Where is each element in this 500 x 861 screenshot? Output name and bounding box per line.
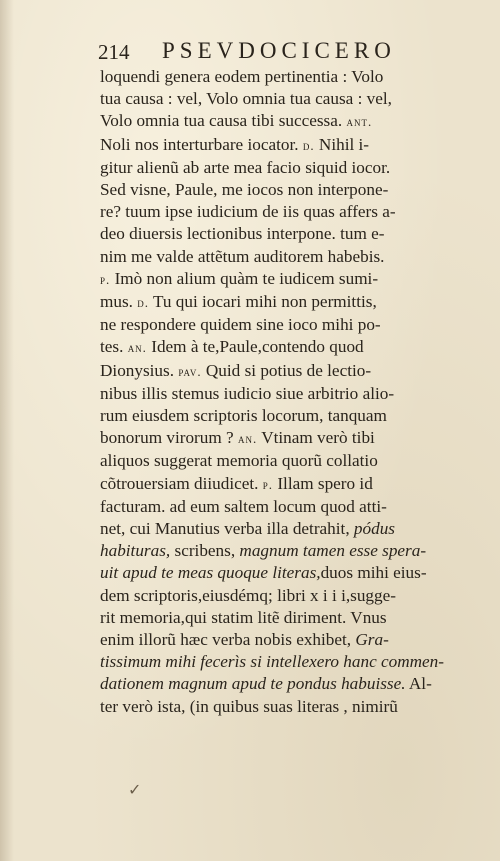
line-text: Tu qui iocari mihi non permittis, xyxy=(149,292,377,312)
line-text: Noli nos interturbare iocator. xyxy=(100,134,303,154)
line-text: net, cui Manutius verba illa detrahit, xyxy=(100,519,354,539)
speaker-abbrev: d. xyxy=(302,137,315,153)
text-line xyxy=(100,696,462,718)
text-line xyxy=(100,427,462,450)
line-text: rum eiusdem scriptoris locorum, tanquam xyxy=(100,406,387,426)
quotation-text: uit apud te meas quoque literas, xyxy=(100,563,321,583)
text-line xyxy=(100,314,462,336)
speaker-abbrev: an. xyxy=(237,431,258,447)
line-text: Quid si potius de lectio- xyxy=(201,360,372,380)
quotation-text: tissimum mihi fecerìs si intellexero hanc commen- xyxy=(100,652,444,672)
line-text: Idem à te,Paule,contendo quod xyxy=(146,337,364,357)
page-gutter-shadow xyxy=(0,0,14,861)
running-title: PSEVDOCICERO xyxy=(162,38,396,63)
text-line xyxy=(100,223,462,245)
line-text: aliquos suggerat memoria quorũ collatio xyxy=(100,451,378,471)
line-text: loquendi genera eodem pertinentia : Volo xyxy=(100,67,384,86)
body-text xyxy=(100,66,462,718)
text-line xyxy=(100,201,462,223)
line-text: bonorum virorum ? xyxy=(100,428,238,448)
line-text: dem scriptoris,eiusdémq; libri x i i i,sugge- xyxy=(100,585,396,605)
text-line xyxy=(100,673,462,695)
line-text: cõtrouersiam diiudicet. xyxy=(100,473,263,493)
line-text: Al- xyxy=(405,674,432,694)
text-line xyxy=(100,585,462,607)
speaker-abbrev: ant. xyxy=(346,114,373,130)
text-line xyxy=(100,562,462,584)
line-text: Dionysius. xyxy=(100,360,179,380)
margin-mark: ✓ xyxy=(128,782,142,799)
line-text: enim illorũ hæc verba nobis exhibet, xyxy=(100,630,356,650)
text-line xyxy=(100,473,462,496)
text-line xyxy=(100,110,462,133)
line-text: nim me valde attẽtum auditorem habebis. xyxy=(100,246,385,266)
line-text: re? tuum ipse iudicium de iis quas affers a- xyxy=(100,202,396,222)
text-line xyxy=(100,88,462,110)
line-text: Illam spero id xyxy=(273,473,373,493)
page-number: 214 xyxy=(98,40,130,64)
line-text: tes. xyxy=(100,337,128,357)
line-text: Nihil i- xyxy=(314,134,370,154)
speaker-abbrev: pav. xyxy=(178,363,202,379)
text-line xyxy=(100,450,462,472)
text-line xyxy=(100,629,462,651)
line-text: Sed visne, Paule, me iocos non interpone- xyxy=(100,180,389,200)
line-text: mus. xyxy=(100,292,138,312)
line-text: duos mihi eius- xyxy=(320,563,427,583)
text-line xyxy=(100,405,462,427)
line-text: rit memoria,qui statim litẽ diriment. Vnus xyxy=(100,607,387,627)
quotation-text: Gra- xyxy=(355,630,389,650)
text-line xyxy=(100,134,462,157)
text-line xyxy=(100,179,462,201)
quotation-text: habituras, xyxy=(100,541,171,561)
line-text: facturam. ad eum saltem locum quod atti- xyxy=(100,496,387,516)
speaker-abbrev: p. xyxy=(100,271,111,287)
text-line xyxy=(100,360,462,383)
line-text: scribens, xyxy=(170,541,240,561)
quotation-text: dationem magnum apud te pondus habuisse. xyxy=(100,674,406,694)
line-text: gitur alienũ ab arte mea facio siquid iocor. xyxy=(100,157,391,177)
speaker-abbrev: p. xyxy=(262,476,274,492)
text-line xyxy=(100,383,462,405)
text-line xyxy=(100,518,462,540)
quotation-text: magnum tamen esse spera- xyxy=(239,541,427,561)
line-text: Vtinam verò tibi xyxy=(257,428,375,448)
text-line xyxy=(100,66,462,88)
line-text: ter verò ista, (in quibus suas literas , nimirũ xyxy=(100,696,398,716)
line-text: nibus illis stemus iudicio siue arbitrio alio- xyxy=(100,383,395,403)
text-line xyxy=(100,291,462,314)
text-line xyxy=(100,540,462,562)
text-line xyxy=(100,246,462,268)
line-text: tua causa : vel, Volo omnia tua causa : vel, xyxy=(100,89,392,109)
line-text: Volo omnia tua causa tibi successa. xyxy=(100,111,347,131)
text-line xyxy=(100,157,462,179)
text-line xyxy=(100,607,462,629)
line-text: ne respondere quidem sine ioco mihi po- xyxy=(100,315,381,335)
text-line xyxy=(100,268,462,291)
text-line xyxy=(100,651,462,673)
quotation-text: pódus xyxy=(353,519,395,539)
line-text: deo diuersis lectionibus interpone. tum e- xyxy=(100,224,385,244)
speaker-abbrev: an. xyxy=(127,340,147,356)
line-text: Imò non alium quàm te iudicem sumi- xyxy=(110,268,379,288)
text-line xyxy=(100,336,462,359)
text-line xyxy=(100,496,462,518)
speaker-abbrev: d. xyxy=(137,295,149,311)
running-head xyxy=(98,38,458,68)
